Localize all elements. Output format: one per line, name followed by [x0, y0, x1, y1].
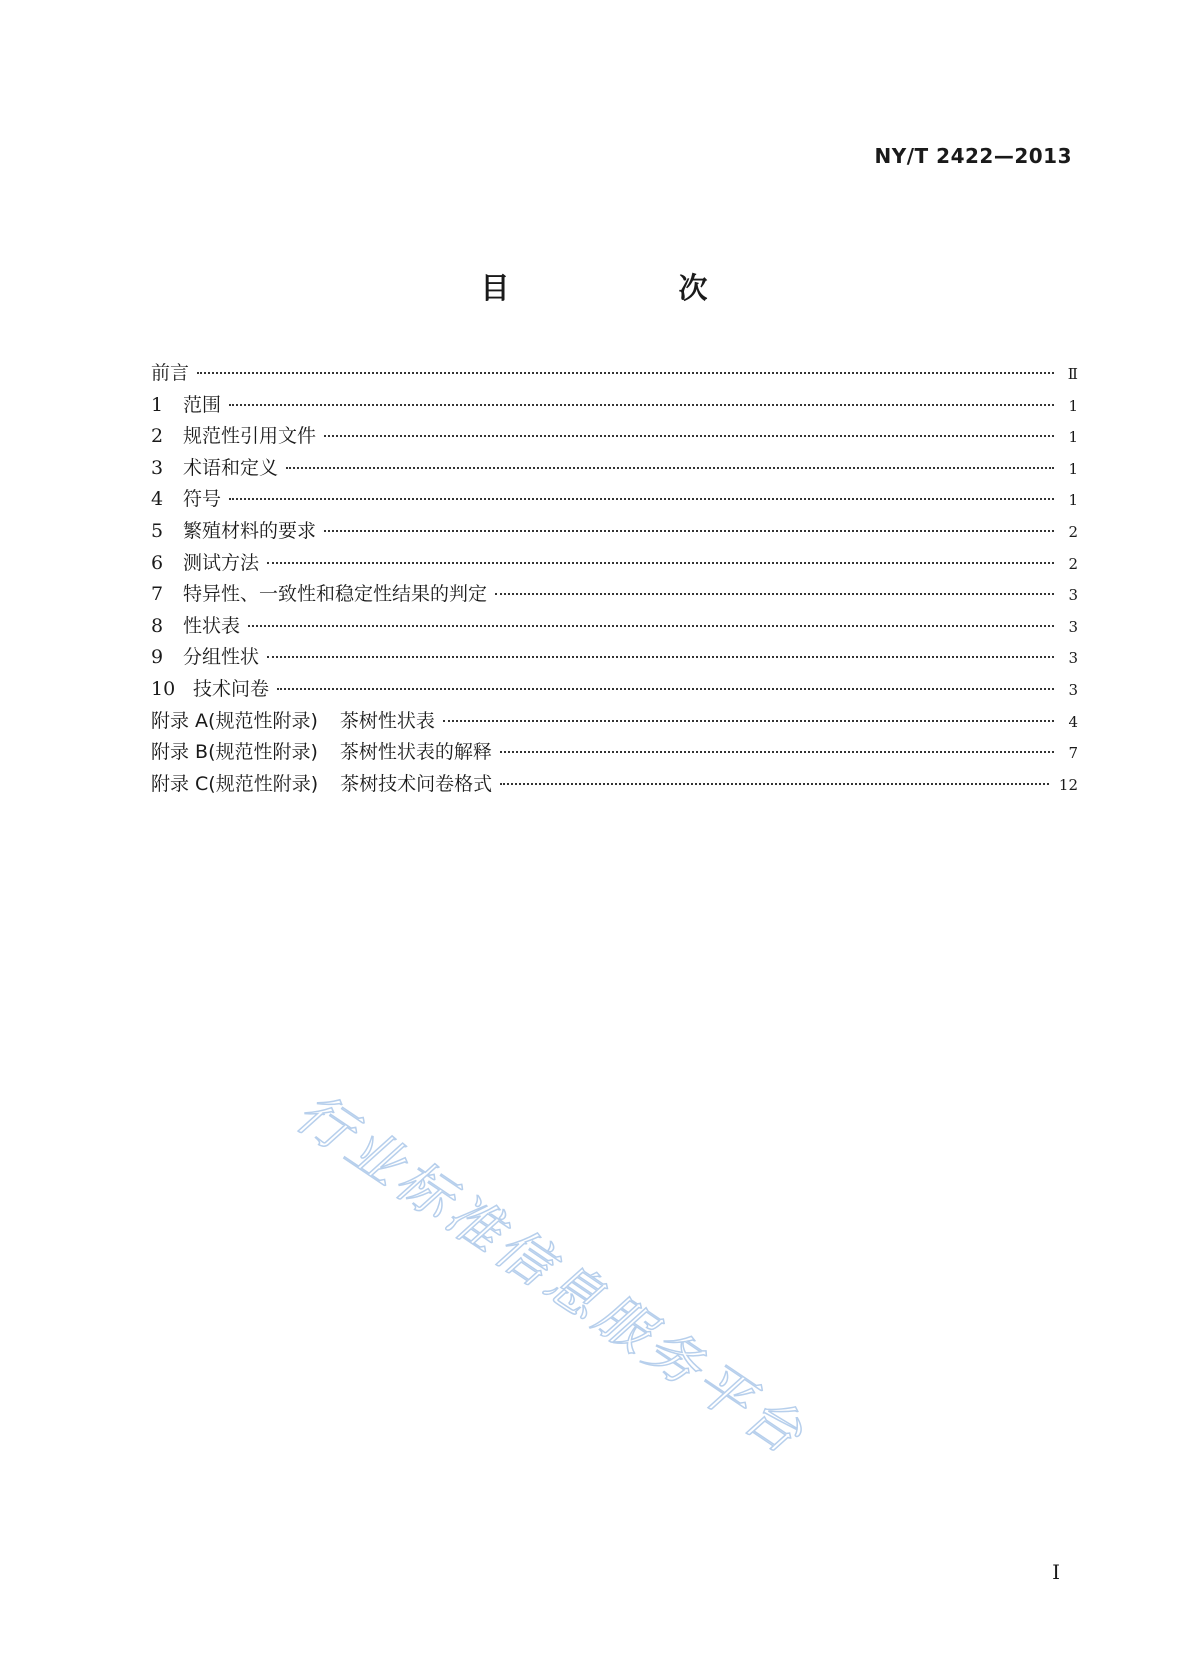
- toc-entry-number: 7: [151, 583, 164, 606]
- toc-page-number: 3: [1068, 586, 1078, 605]
- appendix-designation: 附录 C(规范性附录): [151, 772, 319, 795]
- toc-entry-label: [151, 737, 492, 764]
- toc-entry-number: 6: [151, 551, 164, 574]
- table-of-contents: [151, 358, 1078, 800]
- toc-entry-number: 1: [151, 393, 164, 416]
- toc-page-number: 12: [1058, 775, 1078, 794]
- toc-leader-dots: [500, 751, 1054, 753]
- toc-entry-8[interactable]: [151, 611, 1078, 643]
- toc-entry-number: 4: [151, 488, 164, 511]
- toc-entry-label: 测试方法: [183, 551, 260, 574]
- toc-entry-appendix-b[interactable]: [151, 737, 1078, 769]
- toc-entry-7[interactable]: [151, 579, 1078, 611]
- toc-entry-number: 10: [151, 677, 176, 700]
- toc-entry-label: 术语和定义: [183, 456, 279, 479]
- toc-leader-dots: [248, 625, 1054, 627]
- appendix-title: 茶树性状表: [339, 709, 435, 732]
- toc-leader-dots: [267, 562, 1054, 564]
- toc-entry-appendix-c[interactable]: [151, 769, 1078, 801]
- toc-page-number: 2: [1068, 554, 1078, 573]
- toc-page-number: 7: [1068, 744, 1078, 763]
- toc-entry-number: 8: [151, 614, 164, 637]
- toc-entry-9[interactable]: [151, 642, 1078, 674]
- toc-leader-dots: [229, 498, 1054, 500]
- toc-page-number: 3: [1068, 680, 1078, 699]
- toc-entry-1[interactable]: [151, 390, 1078, 422]
- appendix-designation: 附录 A(规范性附录): [151, 709, 318, 732]
- toc-entry-label: 符号: [183, 488, 222, 511]
- toc-entry-label: 规范性引用文件: [183, 425, 317, 448]
- toc-entry-5[interactable]: [151, 516, 1078, 548]
- toc-entry-appendix-a[interactable]: [151, 706, 1078, 738]
- toc-entry-number: 9: [151, 646, 164, 669]
- toc-leader-dots: [500, 783, 1049, 785]
- toc-leader-dots: [197, 372, 1054, 374]
- toc-entry-number: 5: [151, 519, 164, 542]
- toc-entry-label: 性状表: [183, 614, 241, 637]
- toc-leader-dots: [495, 593, 1054, 595]
- toc-entry-label: [151, 769, 492, 796]
- appendix-title: 茶树技术问卷格式: [340, 772, 493, 795]
- toc-page-number: 3: [1068, 617, 1078, 636]
- appendix-designation: 附录 B(规范性附录): [151, 741, 318, 764]
- toc-leader-dots: [443, 720, 1054, 722]
- toc-page-number: 4: [1068, 712, 1078, 731]
- toc-entry-label: 技术问卷: [193, 677, 270, 700]
- toc-entry-10[interactable]: [151, 674, 1078, 706]
- toc-leader-dots: [324, 530, 1054, 532]
- toc-leader-dots: [267, 656, 1054, 658]
- toc-entry-label: 分组性状: [183, 646, 260, 669]
- watermark: 行业标准信息服务平台: [285, 1080, 818, 1469]
- toc-entry-4[interactable]: [151, 484, 1078, 516]
- toc-entry-foreword[interactable]: [151, 358, 1078, 390]
- toc-entry-3[interactable]: [151, 453, 1078, 485]
- toc-leader-dots: [286, 467, 1054, 469]
- toc-entry-number: 2: [151, 425, 164, 448]
- toc-leader-dots: [277, 688, 1054, 690]
- toc-page-number: 1: [1068, 491, 1078, 510]
- toc-entry-number: 3: [151, 456, 164, 479]
- toc-entry-2[interactable]: [151, 421, 1078, 453]
- toc-entry-label: 特异性、一致性和稳定性结果的判定: [183, 583, 488, 606]
- toc-entry-label: [151, 706, 435, 733]
- appendix-title: 茶树性状表的解释: [339, 741, 492, 764]
- toc-page-number: 1: [1068, 459, 1078, 478]
- toc-leader-dots: [324, 435, 1054, 437]
- toc-entry-label: 繁殖材料的要求: [183, 519, 317, 542]
- page-number: I: [1052, 1560, 1060, 1584]
- toc-page-number: 2: [1068, 522, 1078, 541]
- standard-number: NY/T 2422—2013: [874, 144, 1072, 168]
- toc-page-number: 3: [1068, 649, 1078, 668]
- toc-page-number: 1: [1068, 428, 1078, 447]
- page-title: 目 次: [480, 271, 778, 305]
- toc-entry-label: 前言: [151, 362, 190, 384]
- toc-leader-dots: [229, 404, 1054, 406]
- toc-page-number: Ⅱ: [1067, 365, 1078, 383]
- toc-entry-label: 范围: [183, 393, 222, 416]
- toc-page-number: 1: [1068, 396, 1078, 415]
- toc-entry-6[interactable]: [151, 548, 1078, 580]
